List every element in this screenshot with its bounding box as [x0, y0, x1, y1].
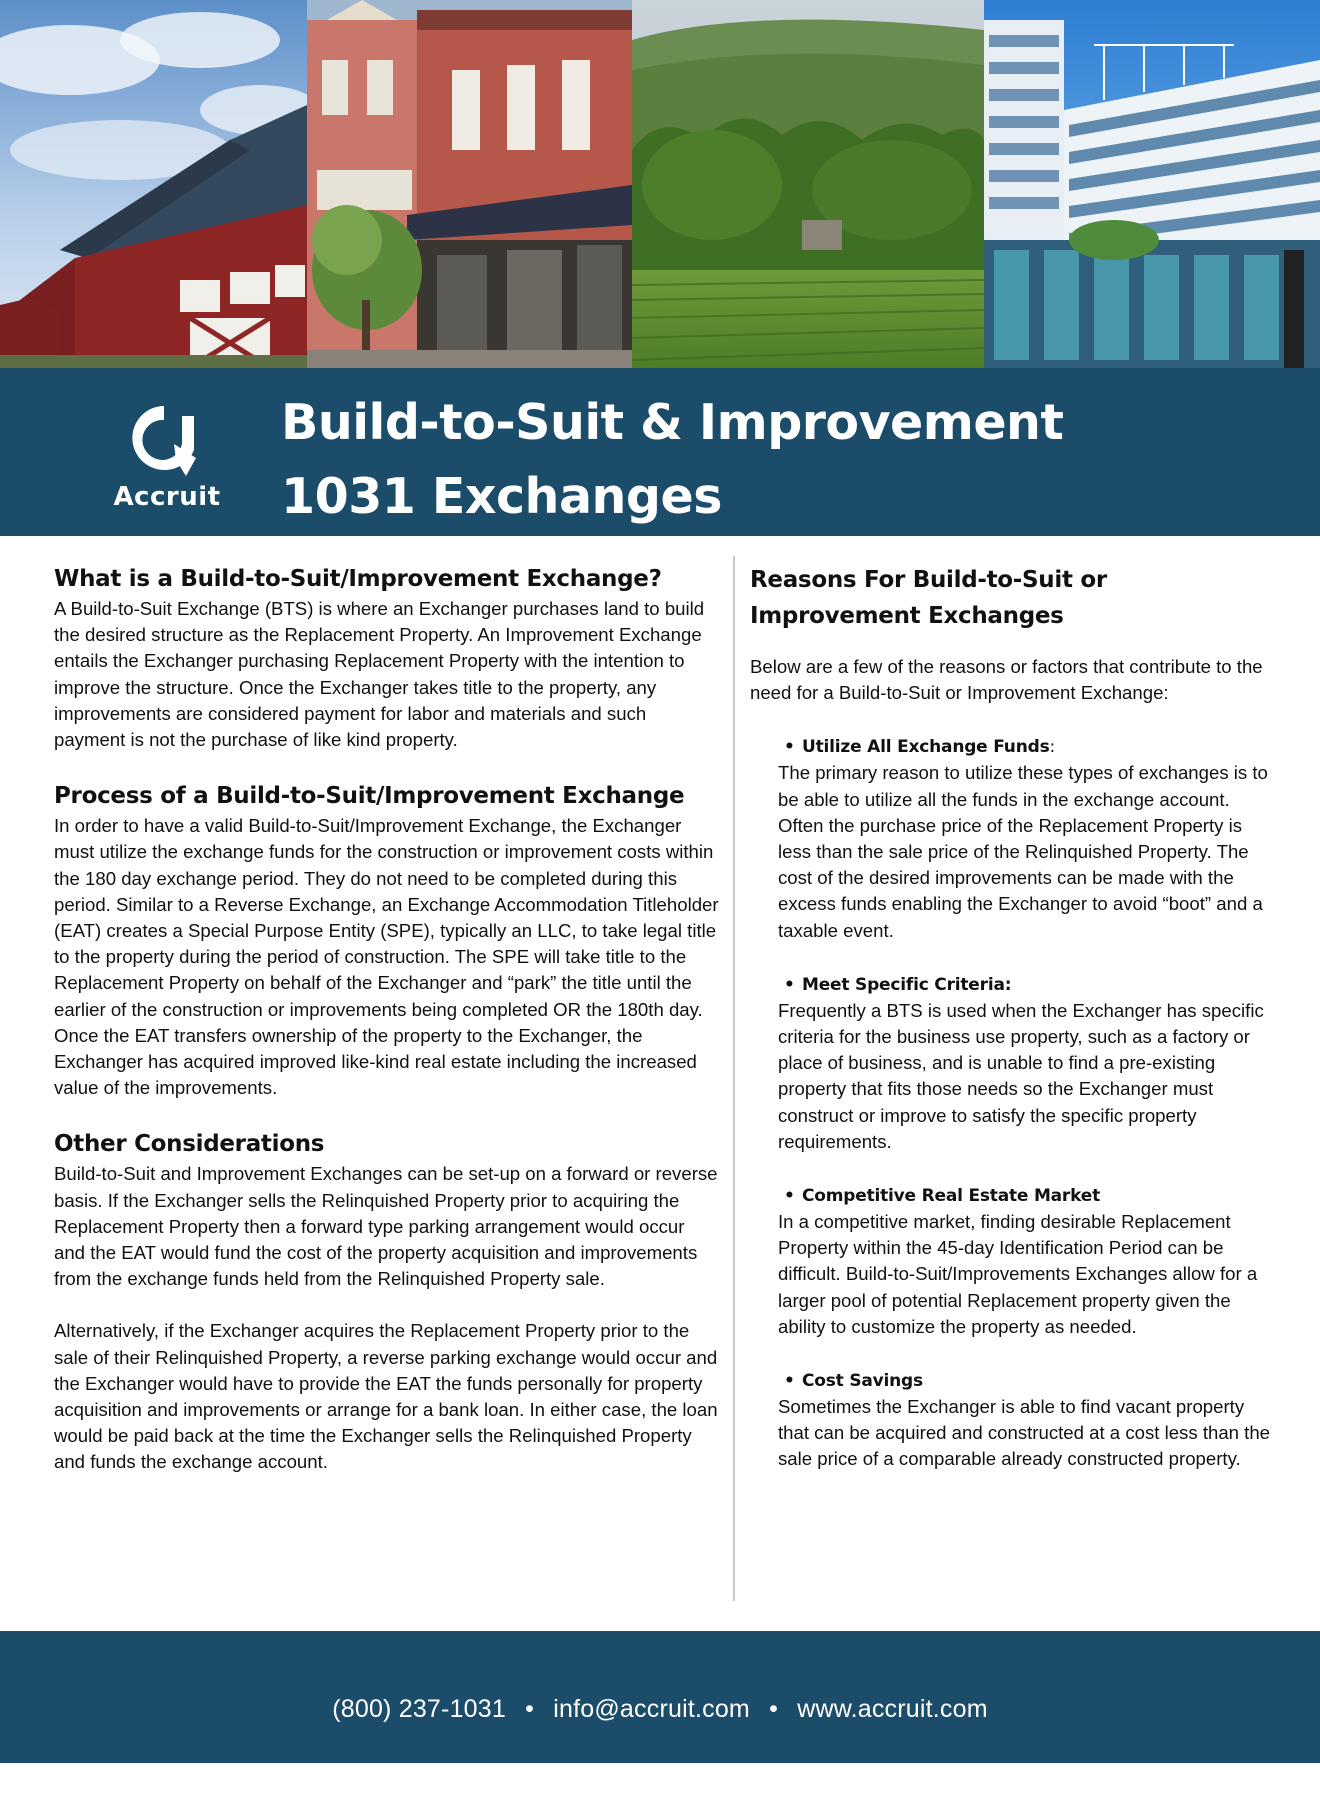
section-heading: What is a Build-to-Suit/Improvement Exchange? — [54, 566, 662, 592]
reason-specific-criteria — [778, 972, 1280, 1155]
page-title — [281, 386, 1063, 534]
reason-competitive-market — [778, 1183, 1280, 1340]
section-paragraph: Build-to-Suit and Improvement Exchanges can be set-up on a forward or reverse basis. If the Exchanger sells the Relinquished Property prior to acquiring the Replacement Property then a forward type parking arrangement would occur and the EAT would fund the cost of the property acquisition and improvements from the exchange funds held from the Relinquished Property sale. — [54, 1163, 718, 1290]
reason-title: Meet Specific Criteria: — [802, 974, 1012, 995]
reasons-heading-line-2: Improvement Exchanges — [750, 603, 1064, 629]
accruit-a-icon — [124, 398, 204, 480]
reason-text: In a competitive market, finding desirable Replacement Property within the 45-day Identification Period can be difficult. Build-to-Suit/Improvements Exchanges allow for a larger pool of potential Replacement property given the ability to customize the property as needed. — [778, 1211, 1258, 1337]
section-other-considerations — [54, 1127, 719, 1475]
reason-text: Sometimes the Exchanger is able to find vacant property that can be acquired and constructed at a cost less than the sale price of a comparable already constructed property. — [778, 1396, 1271, 1470]
reasons-heading — [750, 562, 1280, 634]
bullet-icon: • — [784, 974, 795, 995]
separator-dot: • — [769, 1695, 779, 1723]
section-paragraph: A Build-to-Suit Exchange (BTS) is where an Exchanger purchases land to build the desired structure as the Replacement Property. An Improvement Exchange entails the Exchanger purchasing Replacement Property with the intention to improve the structure. Once the Exchanger takes title to the property, any improvements are considered payment for labor and materials and such payment is not the purchase of like kind property. — [54, 598, 705, 751]
section-process — [54, 779, 719, 1101]
bullet-icon: • — [784, 737, 795, 758]
reason-title: Utilize All Exchange Funds — [802, 737, 1050, 758]
email-link[interactable]: info@accruit.com — [553, 1695, 750, 1723]
left-column — [54, 562, 719, 1476]
title-line-2: 1031 Exchanges — [281, 468, 722, 525]
bullet-icon: • — [784, 1371, 795, 1392]
title-band — [0, 368, 1320, 536]
reason-title-suffix: : — [1049, 737, 1056, 758]
section-what-is — [54, 562, 719, 753]
red-barn-photo — [0, 0, 307, 368]
bullet-icon: • — [784, 1186, 795, 1207]
right-column — [750, 562, 1280, 1473]
accruit-logo — [92, 398, 242, 518]
farmland-photo — [632, 0, 984, 368]
reason-title: Cost Savings — [802, 1371, 923, 1392]
footer-band — [0, 1631, 1320, 1763]
reasons-intro: Below are a few of the reasons or factors that contribute to the need for a Build-to-Suit or Improvement Exchange: — [750, 656, 1263, 704]
reason-title: Competitive Real Estate Market — [802, 1186, 1101, 1207]
reason-utilize-funds — [778, 734, 1280, 943]
logo-wordmark: Accruit — [113, 482, 221, 512]
glass-office-photo — [984, 0, 1320, 368]
reason-text: The primary reason to utilize these types of exchanges is to be able to utilize all the funds in the exchange account. Often the purchase price of the Replacement Property is less than the sale price of the Relinquished Property. The cost of the desired improvements can be made with the excess funds enabling the Exchanger to avoid “boot” and a taxable event. — [778, 762, 1268, 941]
brick-storefront-photo — [307, 0, 632, 368]
section-heading: Other Considerations — [54, 1131, 325, 1158]
column-divider — [733, 556, 735, 1601]
website-link[interactable]: www.accruit.com — [797, 1695, 988, 1723]
title-line-1: Build-to-Suit & Improvement — [281, 394, 1064, 451]
reason-text: Frequently a BTS is used when the Exchanger has specific criteria for the business use property, such as a factory or place of business, and is unable to find a pre-existing property that fits those needs so the Exchanger must construct or improve to satisfy the specific property requirements. — [778, 999, 1264, 1152]
reasons-heading-line-1: Reasons For Build-to-Suit or — [750, 567, 1107, 593]
contact-line — [0, 1695, 1320, 1724]
photo-banner — [0, 0, 1320, 368]
reason-cost-savings — [778, 1368, 1280, 1473]
section-paragraph: In order to have a valid Build-to-Suit/Improvement Exchange, the Exchanger must utilize the exchange funds for the construction or improvement costs within the 180 day exchange period. They do not need to be completed during this period. Similar to a Reverse Exchange, an Exchange Accommodation Titleholder (EAT) creates a Special Purpose Entity (SPE), typically an LLC, to take legal title to the property during the period of construction. The SPE will take title to the Replacement Property on behalf of the Exchanger and “park” the title until the earlier of the construction or improvements being completed OR the 180th day. Once the EAT transfers ownership of the property to the Exchanger, the Exchanger has acquired improved like-kind real estate including the increased value of the improvements. — [54, 815, 719, 1099]
section-heading: Process of a Build-to-Suit/Improvement Exchange — [54, 783, 685, 810]
separator-dot: • — [525, 1695, 535, 1723]
phone-link[interactable]: (800) 237-1031 — [332, 1695, 506, 1723]
section-paragraph: Alternatively, if the Exchanger acquires the Replacement Property prior to the sale of their Relinquished Property, a reverse parking exchange would occur and the Exchanger would have to provide the EAT the funds personally for property acquisition and improvements or arrange for a bank loan. In either case, the loan would be paid back at the time the Exchanger sells the Relinquished Property and funds the exchange account. — [54, 1320, 718, 1473]
